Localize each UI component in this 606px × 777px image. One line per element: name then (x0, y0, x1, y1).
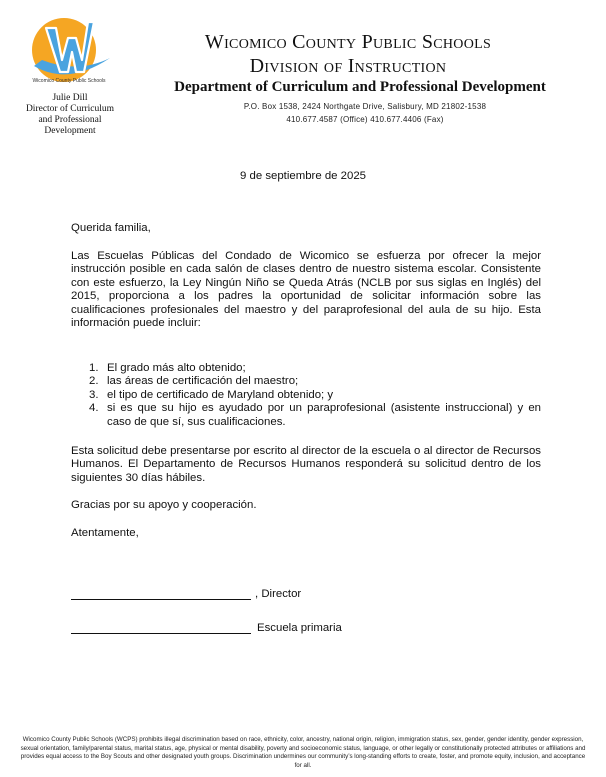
director-title-line-2: and Professional (38, 115, 102, 125)
school-name-label: Escuela primaria (257, 622, 342, 634)
logo-caption: Wicomico County Public Schools (32, 78, 106, 84)
thanks-line: Gracias por su apoyo y cooperación. (71, 499, 257, 511)
organization-name: Wicomico County Public Schools (204, 31, 492, 53)
letter-date: 9 de septiembre de 2025 (239, 170, 367, 182)
phone-line: 410.677.4587 (Office) 410.677.4406 (Fax) (286, 115, 444, 124)
director-title-line-1: Director of Curriculum (25, 104, 115, 114)
list-text: el tipo de certificado de Maryland obtenido; y (107, 388, 334, 401)
request-paragraph: Esta solicitud debe presentarse por escrito al director de la escuela o al director de Recursos Humanos. El Departamento de Recursos Humanos responderá su solicitud dentro de los siguientes 30 días hábiles. (71, 445, 541, 484)
list-text: las áreas de certificación del maestro; (107, 375, 299, 388)
list-item (71, 402, 541, 429)
intro-paragraph: Las Escuelas Públicas del Condado de Wicomico se esfuerza por ofrecer la mejor instrucción posible en cada salón de clases dentro de nuestro sistema escolar. Consistente con este esfuerzo, la Ley Ningún Niño se Queda Atrás (NCLB por sus siglas en Inglés) del 2015, proporciona a los padres la oportunidad de solicitar información sobre las cualificaciones profesionales del maestro y del paraprofesional del aula de su hijo. Esta información puede incluir: (71, 250, 541, 330)
salutation: Querida familia, (71, 222, 151, 234)
director-block (14, 93, 126, 137)
list-number: 4. (89, 402, 99, 415)
director-name: Julie Dill (52, 93, 88, 103)
non-discrimination-notice: Wicomico County Public Schools (WCPS) prohibits illegal discrimination based on race, ethnicity, color, ancestry, national origin, religion, immigration status, sex, gender, gender identity, gender expression, sexual orientation, family/parental status, marital status, age, physical or mental disability, poverty and socioeconomic status, language, or other legally or constitutionally protected attributes or affiliations and provides equal access to the Boy Scouts and other designated youth groups. Discrimination undermines our community’s long-standing efforts to create, foster, and promote equity, inclusion, and acceptance for all. (20, 736, 586, 769)
division-name: Division of Instruction (249, 55, 447, 77)
closing-line: Atentamente, (71, 527, 139, 539)
list-number: 3. (89, 388, 99, 401)
department-name: Department of Curriculum and Professional Development (174, 79, 546, 95)
list-text: si es que su hijo es ayudado por un paraprofesional (asistente instruccional) y en caso de que sí, sus cualificaciones. (107, 402, 541, 428)
school-name-line (71, 633, 251, 634)
director-signature-line (71, 599, 251, 600)
information-list (71, 362, 541, 429)
list-text: El grado más alto obtenido; (107, 362, 246, 374)
list-number: 2. (89, 375, 99, 388)
address-line: P.O. Box 1538, 2424 Northgate Drive, Salisbury, MD 21802-1538 (243, 102, 487, 111)
director-title-line-3: Development (44, 126, 96, 136)
director-signature-label: , Director (255, 588, 302, 600)
list-item (71, 375, 541, 388)
list-number: 1. (89, 362, 99, 374)
list-item (71, 389, 541, 402)
list-item (71, 362, 541, 375)
